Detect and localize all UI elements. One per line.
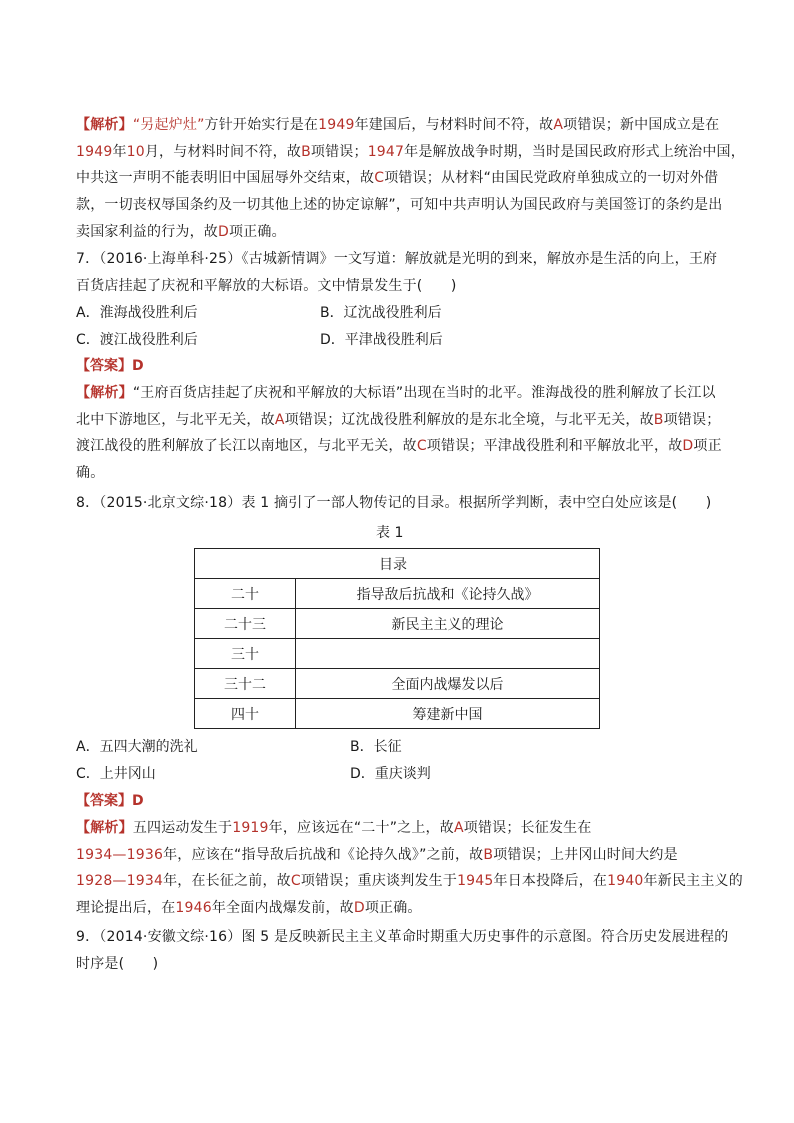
text-run: “王府百货店挂起了庆祝和平解放的大标语”出现在当时的北平。淮海战役的胜利解放了长江以	[132, 385, 716, 401]
analysis-block-q6	[76, 112, 745, 245]
toc-header-row	[195, 549, 600, 579]
text-run: 时序是( )	[76, 955, 159, 972]
text-run: D	[218, 223, 229, 240]
answer-label: 【答案】	[76, 793, 132, 809]
text-run: 10	[126, 143, 145, 160]
toc-row	[195, 609, 600, 639]
q8-option-d[interactable]: D．重庆谈判	[350, 766, 431, 782]
text-line	[76, 490, 720, 517]
text-run: 1946	[175, 900, 212, 917]
text-run: “另起炉灶”	[132, 117, 205, 133]
text-line	[76, 112, 720, 139]
question-7	[76, 246, 720, 299]
text-line	[76, 246, 720, 273]
text-run: D	[353, 900, 365, 917]
text-line	[76, 895, 720, 922]
q7-option-d[interactable]: D．平津战役胜利后	[320, 332, 443, 348]
text-run: B	[653, 411, 664, 428]
text-run: 渡江战役的胜利解放了长江以南地区，与北平无关，故	[76, 438, 417, 455]
text-run: B	[301, 143, 311, 160]
text-run: 卖国家利益的行为，故	[76, 223, 218, 240]
text-run: 五四运动发生于	[132, 820, 233, 836]
q8-answer	[76, 790, 144, 810]
toc-row	[195, 639, 600, 669]
text-run: 年是解放战争时期，当时是国民政府形式上统治中国，	[404, 143, 745, 160]
analysis-block-q8	[76, 815, 743, 922]
text-run: 项正	[693, 438, 722, 455]
analysis-block-q7	[76, 380, 720, 487]
text-line	[76, 951, 720, 978]
text-run: 年建国后，与材料时间不符，故	[354, 117, 554, 133]
text-line	[76, 815, 720, 842]
text-line	[76, 868, 743, 895]
text-run: 年新民主主义的	[643, 873, 743, 890]
text-run: 项错误；重庆谈判发生于	[300, 873, 458, 890]
text-run: 1945	[457, 873, 494, 890]
text-run: 年，应该远在“二十”之上，故	[268, 820, 454, 836]
text-line	[76, 273, 720, 300]
text-run: 7．（2016·上海单科·25）《古城新情调》一文写道：解放就是光明的到来，解放亦是生活的向上，王府	[76, 251, 718, 267]
text-run: 年全面内战爆发前，故	[211, 900, 354, 917]
text-run: C	[374, 170, 385, 187]
q7-option-a[interactable]: A．淮海战役胜利后	[76, 305, 198, 321]
q7-answer	[76, 355, 144, 375]
answer-value: D	[132, 793, 144, 809]
q8-option-b[interactable]: B．长征	[350, 739, 402, 755]
text-run: 中共这一声明不能表明旧中国屈辱外交结束，故	[76, 170, 375, 187]
text-run: 确。	[76, 465, 105, 482]
toc-header: 目录	[195, 549, 600, 579]
toc-chapter-number: 四十	[195, 699, 296, 729]
toc-table	[194, 548, 600, 729]
toc-chapter-number: 三十二	[195, 669, 296, 699]
text-line	[76, 842, 720, 869]
text-run: 年	[112, 143, 127, 160]
text-run: 1934—1936	[76, 846, 164, 863]
text-run: 款，一切丧权辱国条约及一切其他上述的协定谅解”，可知中共声明认为国民政府与美国签订的条约是出	[76, 197, 723, 214]
q7-option-c[interactable]: C．渡江战役胜利后	[76, 332, 198, 348]
answer-label: 【答案】	[76, 358, 132, 374]
q8-option-a[interactable]: A．五四大潮的洗礼	[76, 739, 198, 755]
text-line	[76, 460, 720, 487]
question-9	[76, 924, 729, 977]
text-run: 1949	[76, 143, 113, 160]
text-run: 项错误；平津战役胜利和平解放北平，故	[426, 438, 683, 455]
text-line	[76, 924, 729, 951]
text-run: 项错误；长征发生在	[463, 820, 592, 836]
text-run: D	[682, 438, 694, 455]
analysis-label: 【解析】	[76, 385, 133, 401]
text-run: A	[553, 117, 564, 133]
text-run: 月，与材料时间不符，故	[144, 143, 302, 160]
text-line	[76, 407, 720, 434]
table-caption: 表 1	[376, 525, 404, 541]
text-run: 项错误；辽沈战役胜利解放的是东北全境，与北平无关，故	[284, 411, 654, 428]
text-run: A	[453, 820, 464, 836]
toc-row	[195, 699, 600, 729]
q7-option-b[interactable]: B．辽沈战役胜利后	[320, 305, 442, 321]
text-run: 项错误；从材料“由国民党政府单独成立的一切对外借	[384, 170, 719, 187]
answer-value: D	[132, 358, 144, 374]
text-line	[76, 380, 720, 407]
toc-chapter-title: 指导敌后抗战和《论持久战》	[296, 579, 600, 609]
text-run: 项错误；上井冈山时间大约是	[493, 846, 678, 863]
question-8	[76, 490, 720, 517]
text-run: 8．（2015·北京文综·18）表 1 摘引了一部人物传记的目录。根据所学判断，表中空白处应该是( )	[76, 495, 712, 511]
text-run: 项错误；	[310, 143, 368, 160]
toc-chapter-title: 全面内战爆发以后	[296, 669, 600, 699]
toc-row	[195, 579, 600, 609]
toc-chapter-number: 二十	[195, 579, 296, 609]
toc-row	[195, 669, 600, 699]
text-run: 理论提出后，在	[76, 900, 176, 917]
text-line	[76, 433, 720, 460]
q8-option-c[interactable]: C．上井冈山	[76, 766, 156, 782]
text-run: 方针开始实行是在	[204, 117, 319, 133]
analysis-label: 【解析】	[76, 117, 133, 133]
text-run: 项正确。	[364, 900, 422, 917]
text-run: 项错误；新中国成立是在	[563, 117, 720, 133]
toc-chapter-title: 筹建新中国	[296, 699, 600, 729]
text-run: 项正确。	[228, 223, 286, 240]
text-run: C	[416, 438, 427, 455]
text-run: 百货店挂起了庆祝和平解放的大标语。文中情景发生于( )	[76, 277, 457, 294]
text-run: C	[290, 873, 301, 890]
toc-chapter-title-blank	[296, 639, 600, 669]
text-run: 年日本投降后，在	[493, 873, 608, 890]
text-line	[76, 219, 720, 246]
text-run: 年，应该在“指导敌后抗战和《论持久战》”之前，故	[163, 846, 484, 863]
text-run: 年，在长征之前，故	[163, 873, 291, 890]
text-line	[76, 192, 723, 219]
toc-chapter-number: 三十	[195, 639, 296, 669]
text-run: 1940	[607, 873, 644, 890]
text-run: 1947	[367, 143, 405, 160]
text-run: 项错误；	[663, 411, 721, 428]
toc-chapter-title: 新民主主义的理论	[296, 609, 600, 639]
text-run: 1919	[232, 820, 269, 836]
text-line	[76, 165, 720, 192]
text-run: 北中下游地区，与北平无关，故	[76, 411, 275, 428]
text-run: A	[274, 411, 285, 428]
text-run: B	[483, 846, 494, 863]
text-run: 1928—1934	[76, 873, 164, 890]
text-run: 1949	[318, 117, 355, 133]
analysis-label: 【解析】	[76, 820, 133, 836]
toc-chapter-number: 二十三	[195, 609, 296, 639]
text-line	[76, 139, 745, 166]
text-run: 9．（2014·安徽文综·16）图 5 是反映新民主主义革命时期重大历史事件的示意图。符合历史发展进程的	[76, 929, 729, 945]
